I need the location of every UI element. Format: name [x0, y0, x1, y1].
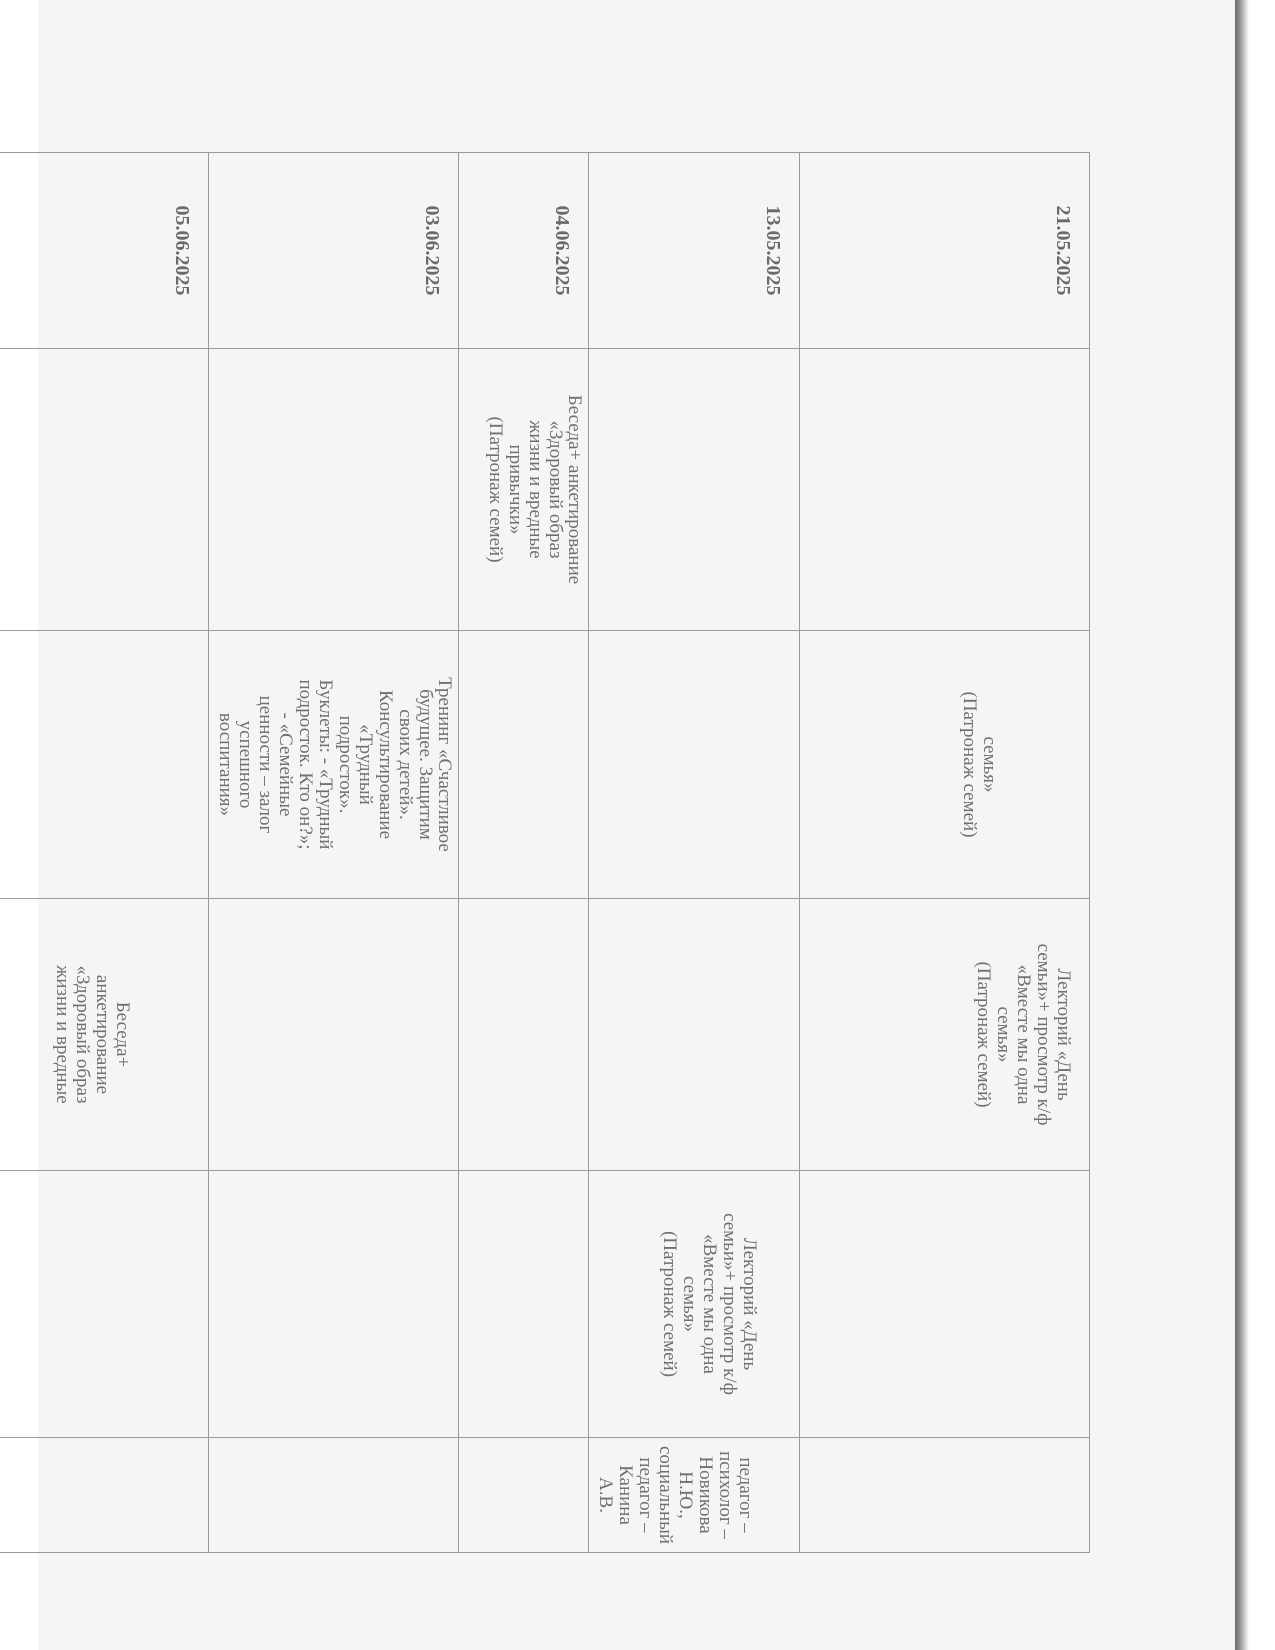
cell-line: (Патронаж семей) [484, 416, 506, 563]
cell-line: «Вместе мы одна [699, 1234, 721, 1374]
table-cell [0, 349, 209, 631]
cell-line: психолог – [715, 1451, 737, 1539]
date-cell: 03.06.2025 [209, 153, 459, 349]
cell-line: жизни и вредные [524, 420, 546, 559]
cell-line: (Патронаж семей) [973, 961, 995, 1108]
table-row [209, 153, 459, 1553]
table-cell [459, 1171, 589, 1438]
cell-line: Консультирование [374, 689, 396, 840]
table-cell [800, 1171, 1090, 1438]
table-row [589, 153, 800, 1553]
table-cell [459, 349, 589, 631]
table-cell [589, 1438, 800, 1553]
rotated-table-container [52, 152, 1090, 1552]
cell-line: социальный [655, 1445, 677, 1545]
date-cell: 13.05.2025 [589, 153, 800, 349]
cell-line: (Патронаж семей) [659, 1230, 681, 1378]
table-row [800, 153, 1090, 1553]
cell-line: «Здоровый образ [72, 965, 94, 1104]
cell-line: - «Семейные [275, 712, 296, 817]
cell-line: семьи»+ просмотр к/ф [719, 1213, 741, 1395]
cell-line: воспитания» [215, 712, 237, 817]
cell-line: А.В. [595, 1477, 617, 1513]
table-cell [589, 349, 800, 631]
date-cell: 05.06.2025 [0, 153, 209, 349]
table-cell [800, 349, 1090, 631]
table-cell [589, 899, 800, 1171]
cell-line: анкетирование [92, 974, 114, 1095]
table-row [459, 153, 589, 1553]
document-page [52, 152, 1090, 1552]
cell-line: Новикова Н.Ю., [675, 1456, 717, 1534]
table-cell [209, 631, 459, 899]
cell-line: семья» [979, 736, 1000, 793]
cell-line: Лекторий «День [1053, 968, 1074, 1101]
cell-line: семьи»+ просмотр к/ф [1033, 943, 1055, 1126]
cell-line: семья» [679, 1275, 701, 1333]
table-cell [209, 1171, 459, 1438]
cell-line: привычки» [504, 444, 526, 535]
cell-line: своих детей». [394, 709, 416, 820]
table-row [0, 153, 209, 1553]
cell-line: жизни и вредные [52, 965, 74, 1104]
cell-line: Тренинг «Счастливое [434, 677, 456, 852]
cell-line: Буклеты: - «Трудный [314, 679, 336, 850]
table-cell [589, 631, 800, 899]
cell-line: подросток». [334, 715, 356, 814]
table-cell [209, 899, 459, 1171]
table-cell [209, 1438, 459, 1553]
table-cell [209, 349, 459, 631]
scan-margin-right [1235, 0, 1275, 1650]
cell-line: «Здоровый образ [544, 420, 566, 559]
date-cell: 04.06.2025 [459, 153, 589, 349]
schedule-table [0, 152, 1090, 1553]
cell-line: Беседа+ [112, 1001, 134, 1068]
cell-line: успешного [235, 720, 257, 809]
table-cell [0, 1438, 209, 1553]
table-cell [800, 899, 1090, 1171]
cell-line: подросток. Кто он?»; [294, 679, 316, 850]
cell-line: педагог – Канина [615, 1457, 657, 1533]
cell-line: будущее. Защитим [414, 689, 436, 840]
cell-line: «Трудный [354, 724, 376, 805]
table-cell [800, 1438, 1090, 1553]
table-cell [0, 631, 209, 899]
table-cell [459, 1438, 589, 1553]
cell-line: семья» [993, 1006, 1015, 1063]
table-cell [459, 631, 589, 899]
cell-line: педагог – [735, 1457, 756, 1533]
table-cell [0, 899, 209, 1171]
cell-line: Лекторий «День [739, 1237, 760, 1371]
table-cell [800, 631, 1090, 899]
cell-line: ценности – залог [255, 695, 277, 834]
table-cell [459, 899, 589, 1171]
date-cell: 21.05.2025 [800, 153, 1090, 349]
cell-line: Беседа+ анкетирование [564, 394, 586, 585]
table-cell [0, 1171, 209, 1438]
cell-line: «Вместе мы одна [1013, 964, 1035, 1105]
cell-line: (Патронаж семей) [959, 691, 981, 838]
table-cell [589, 1171, 800, 1438]
